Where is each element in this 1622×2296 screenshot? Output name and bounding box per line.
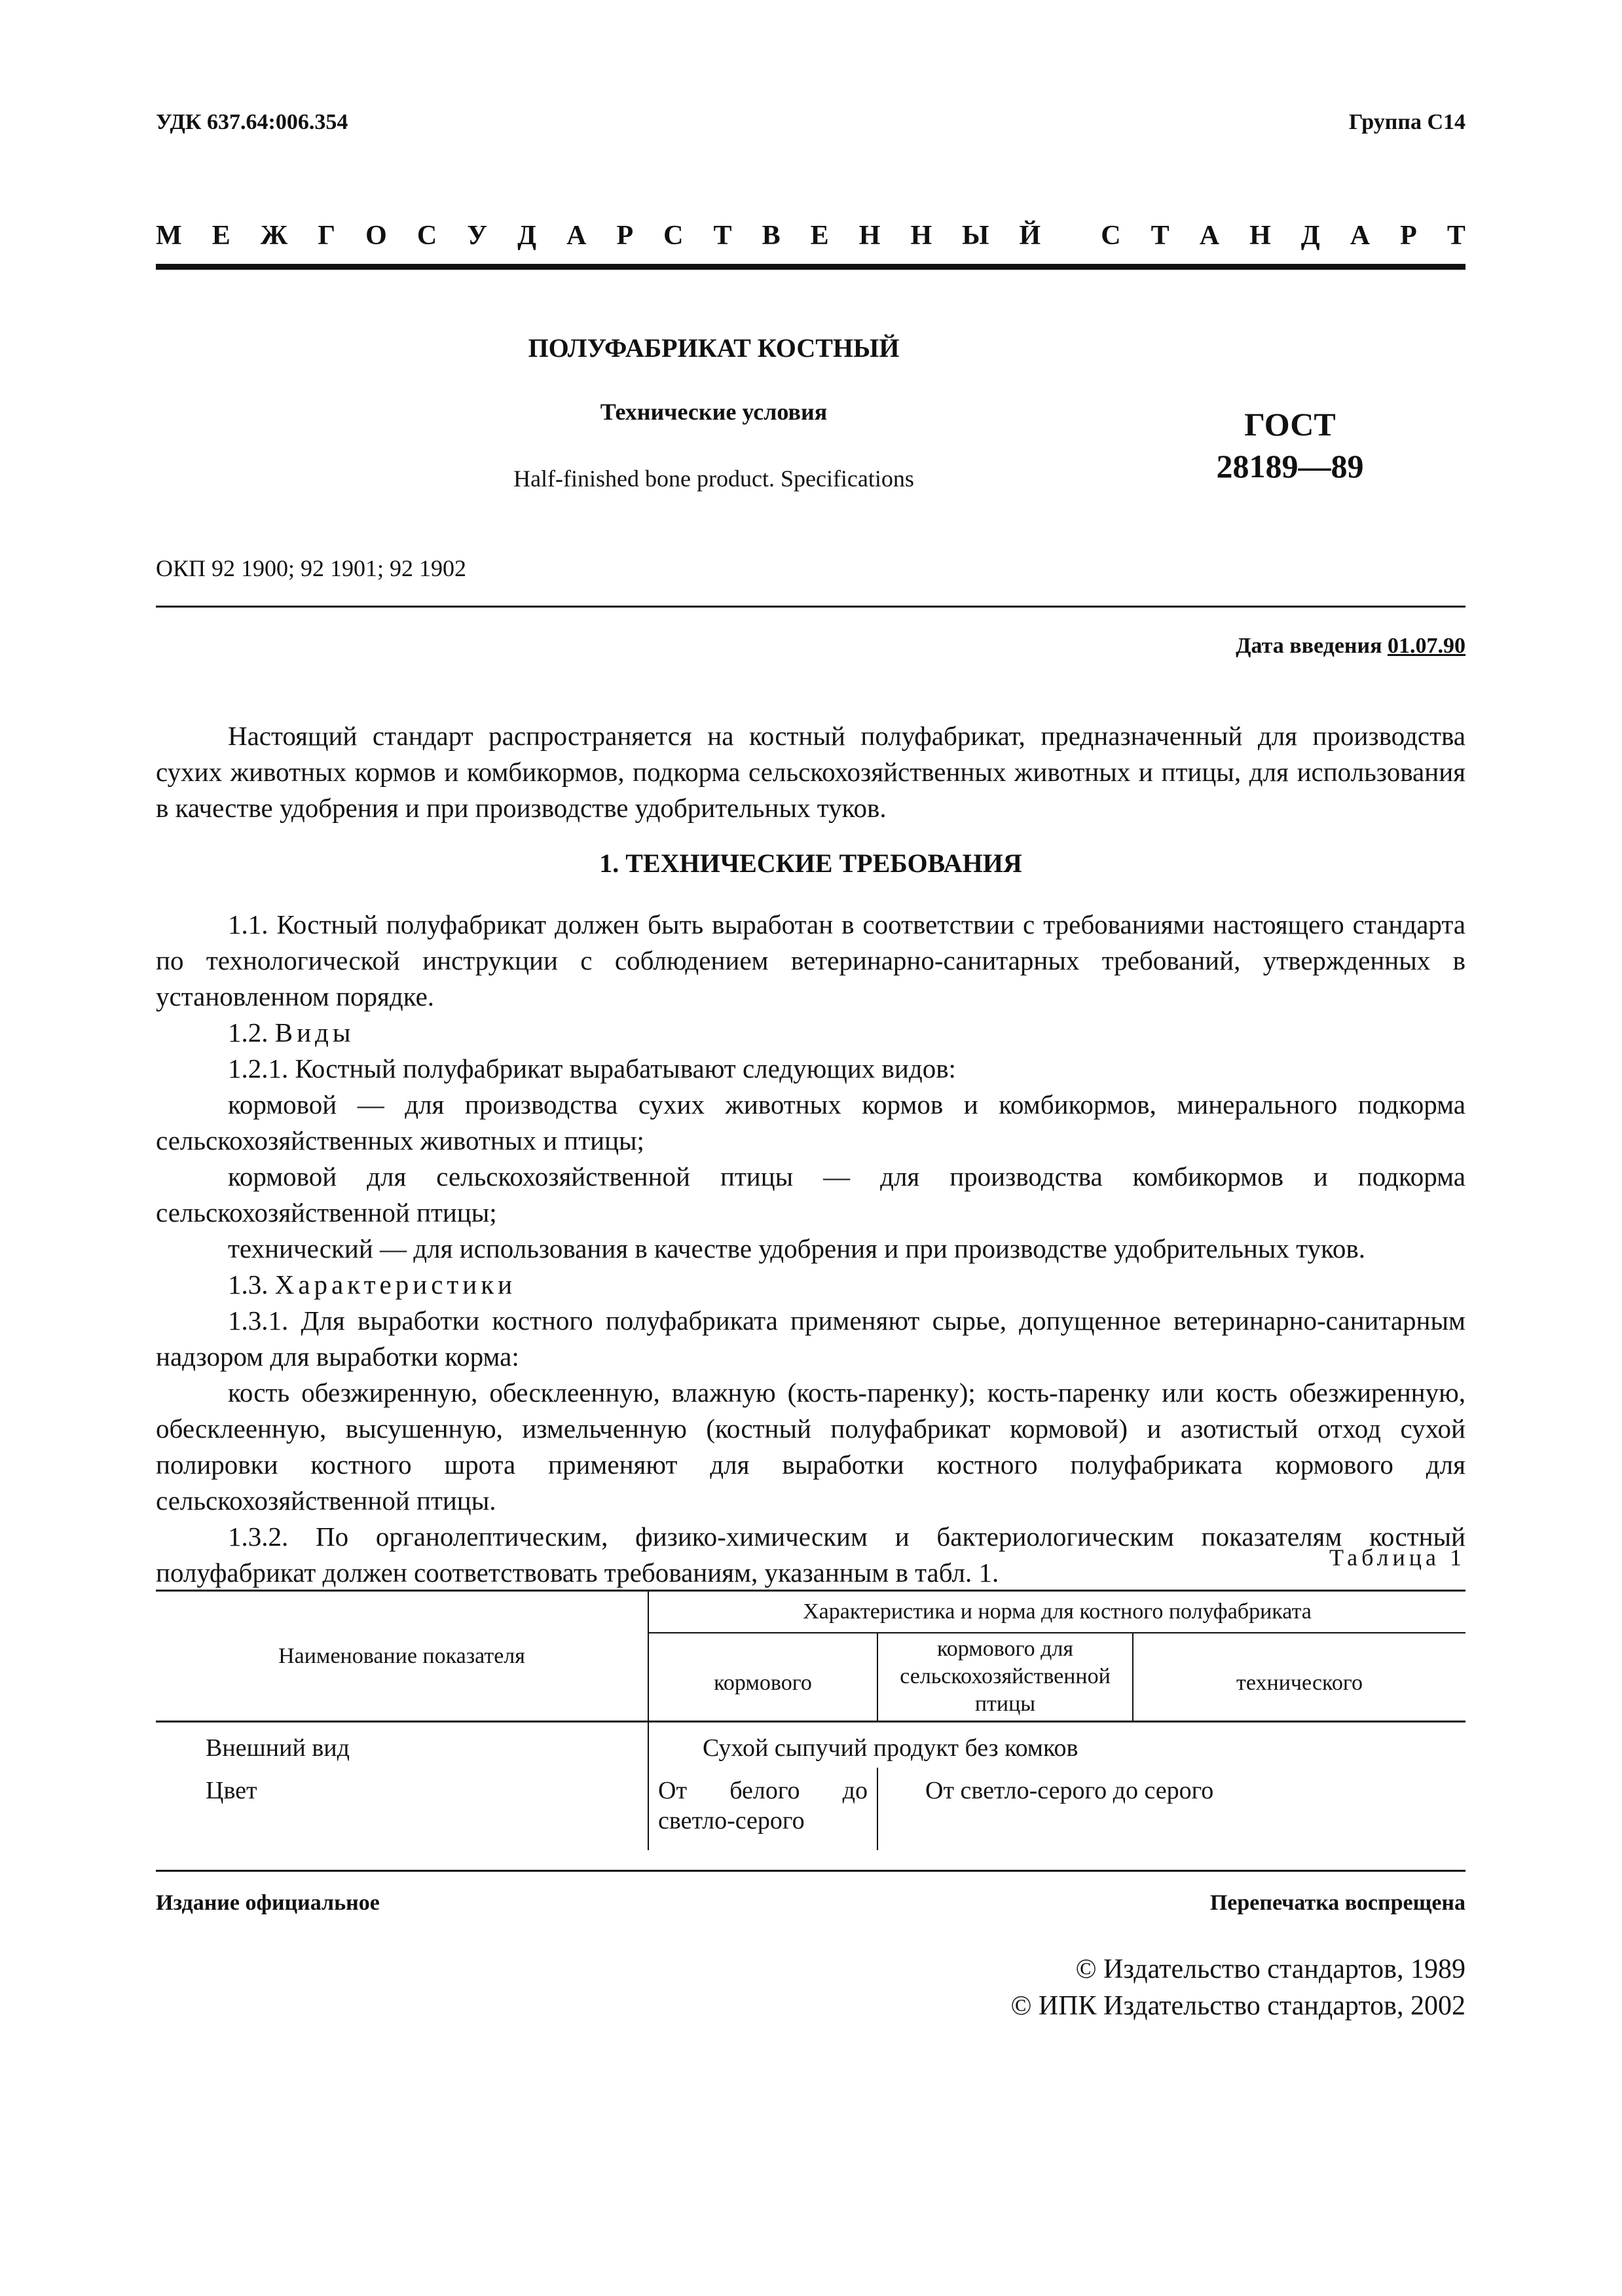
- official-edition: Издание официальное: [156, 1891, 380, 1915]
- gost-label: ГОСТ: [1244, 406, 1336, 443]
- row-color-feed: От белого до светло-серого: [648, 1768, 877, 1850]
- heading-letter: О: [365, 221, 387, 251]
- table-row: [156, 1722, 1465, 1768]
- clause-1-3-1: 1.3.1. Для выработки костного полуфабриката применяют сырье, допущенное ветеринарно-санитарным надзором для выработки корма:: [156, 1305, 1465, 1372]
- okp-codes: ОКП 92 1900; 92 1901; 92 1902: [156, 555, 467, 581]
- heading-letter: Т: [713, 221, 732, 251]
- introduction-date: [1236, 634, 1465, 659]
- kind-feed: кормовой — для производства сухих животных кормов и комбикормов, минерального подкорма сельскохозяйственных животных и птицы;: [156, 1089, 1465, 1156]
- row-color-name: Цвет: [156, 1768, 648, 1850]
- heading-letter: Г: [318, 221, 336, 251]
- clause-1-3-1-raw-materials: кость обезжиренную, обесклеенную, влажную (кость-паренку); кость-паренку или кость обезжиренную, обесклеенную, высушенную, измельченную (костный полуфабрикат кормовой) и азотистый отход сухой полировки костного шрота применяют для выработки костного полуфабриката кормового для сельскохозяйственной птицы.: [156, 1377, 1465, 1516]
- gost-number: 28189—89: [1216, 448, 1364, 484]
- heading-letter: С: [1101, 221, 1121, 251]
- introduction-date-value: 01.07.90: [1388, 634, 1465, 658]
- row-appearance-name: Внешний вид: [156, 1722, 648, 1768]
- footer-rule: [156, 1870, 1465, 1872]
- okp-rule: [156, 606, 1465, 608]
- interstate-standard-heading: [156, 220, 1465, 251]
- column-header-feed: кормового: [648, 1633, 877, 1722]
- table-caption: Таблица 1: [1329, 1544, 1465, 1571]
- english-title: Half-finished bone product. Specifications: [513, 465, 914, 492]
- copyright-1989: © Издательство стандартов, 1989: [1075, 1954, 1465, 1984]
- clause-1-3: [156, 1267, 1465, 1303]
- clause-1-3-title: Характеристики: [274, 1269, 517, 1300]
- heading-letter: В: [762, 221, 781, 251]
- clause-1-2-title: Виды: [274, 1017, 355, 1048]
- heading-letter: Д: [1300, 221, 1320, 251]
- clause-1-2-1: 1.2.1. Костный полуфабрикат вырабатывают следующих видов:: [228, 1053, 956, 1084]
- heading-letter: А: [1199, 221, 1220, 251]
- copyright-2002: © ИПК Издательство стандартов, 2002: [1010, 1991, 1465, 2021]
- copyright-block: [1010, 1951, 1465, 2024]
- heading-letter: Д: [517, 221, 537, 251]
- column-group-header: Характеристика и норма для костного полуфабриката: [648, 1591, 1465, 1633]
- column-header-poultry: кормового для сельскохозяйственной птицы: [877, 1633, 1133, 1722]
- clause-1-3-number: 1.3.: [228, 1269, 268, 1300]
- heading-letter: Р: [1400, 221, 1417, 251]
- heading-letter: С: [663, 221, 684, 251]
- table-row: [156, 1768, 1465, 1850]
- reprint-prohibited: Перепечатка воспрещена: [1209, 1891, 1465, 1915]
- heading-letter: С: [416, 221, 437, 251]
- header-rule: [156, 264, 1465, 270]
- clause-1-2: [156, 1015, 1465, 1051]
- document-subtitle: Технические условия: [600, 399, 828, 425]
- clause-1-3-2: 1.3.2. По органолептическим, физико-химическим и бактериологическим показателям костный полуфабрикат должен соответствовать требованиям, указанным в табл. 1.: [156, 1522, 1465, 1588]
- requirements-text: [156, 907, 1465, 1591]
- heading-letter: А: [1350, 221, 1371, 251]
- heading-letter: У: [467, 221, 488, 251]
- column-header-indicator: Наименование показателя: [156, 1591, 648, 1722]
- heading-letter: Н: [858, 221, 881, 251]
- section-1-title: 1. ТЕХНИЧЕСКИЕ ТРЕБОВАНИЯ: [599, 848, 1022, 878]
- table-1: [156, 1590, 1465, 1850]
- heading-letter: Ж: [260, 221, 288, 251]
- document-title: ПОЛУФАБРИКАТ КОСТНЫЙ: [528, 333, 900, 363]
- introduction-date-label: Дата введения: [1236, 634, 1382, 658]
- heading-letter: Т: [1151, 221, 1170, 251]
- heading-letter: Е: [810, 221, 829, 251]
- kind-poultry: кормовой для сельскохозяйственной птицы — для производства комбикормов и подкорма сельскохозяйственной птицы;: [156, 1161, 1465, 1228]
- heading-letter: Й: [1019, 221, 1041, 251]
- heading-letter: Н: [910, 221, 932, 251]
- heading-letter: А: [566, 221, 587, 251]
- heading-letter: Р: [616, 221, 634, 251]
- clause-1-2-number: 1.2.: [228, 1017, 268, 1048]
- heading-letter: Ы: [962, 221, 989, 251]
- column-header-technical: технического: [1133, 1633, 1465, 1722]
- heading-letter: Е: [212, 221, 230, 251]
- scope-paragraph: Настоящий стандарт распространяется на костный полуфабрикат, предназначенный для производства сухих животных кормов и комбикормов, подкорма сельскохозяйственных животных и птицы, для использования в качестве удобрения и при производстве удобрительных туков.: [156, 721, 1465, 823]
- heading-letter: Н: [1249, 221, 1271, 251]
- row-appearance-value: Сухой сыпучий продукт без комков: [703, 1734, 1078, 1762]
- udk-code: УДК 637.64:006.354: [156, 110, 348, 134]
- heading-letter: М: [156, 221, 182, 251]
- row-color-other: От светло-серого до серого: [925, 1776, 1214, 1804]
- heading-letter: Т: [1447, 221, 1465, 251]
- group-code: Группа С14: [1348, 110, 1465, 134]
- clause-1-1: 1.1. Костный полуфабрикат должен быть выработан в соответствии с требованиями настоящего стандарта по технологической инструкции с соблюдением ветеринарно-санитарных требований, утвержденных в установленном порядке.: [156, 909, 1465, 1011]
- kind-technical: технический — для использования в качестве удобрения и при производстве удобрительных туков.: [228, 1233, 1365, 1264]
